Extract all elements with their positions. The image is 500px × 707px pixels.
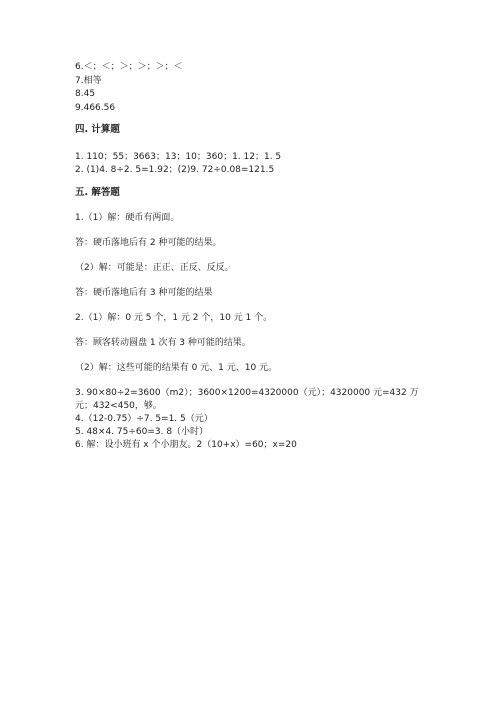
- answer-line-9: 9.466.56: [75, 103, 116, 113]
- solution-line: （2）解：这些可能的结果有 0 元、1 元、10 元。: [75, 363, 278, 373]
- section-5-heading: 五. 解答题: [75, 187, 120, 198]
- calc-line-2: 2. (1)4. 8÷2. 5=1.92；(2)9. 72÷0.08=121.5: [75, 165, 275, 175]
- solution-line: 元；432<450，够。: [75, 401, 162, 411]
- solution-line: 3. 90×80÷2=3600（m2）；3600×1200=4320000（元）；4320000 元=432 万: [75, 388, 419, 398]
- solution-line: 5. 48×4. 75÷60=3. 8（小时）: [75, 427, 209, 437]
- answer-line-8: 8.45: [75, 89, 96, 99]
- solution-line: 2.（1）解：0 元 5 个，1 元 2 个，10 元 1 个。: [75, 313, 273, 323]
- answer-line-7: 7.相等: [75, 76, 102, 86]
- solution-line: 答：顾客转动圆盘 1 次有 3 种可能的结果。: [75, 338, 251, 348]
- solution-line: 6. 解：设小班有 x 个小朋友。2（10+x）=60；x=20: [75, 440, 297, 450]
- solution-line: 1.（1）解：硬币有两面。: [75, 213, 180, 223]
- solution-line: （2）解：可能是：正正、正反、反反。: [75, 263, 234, 273]
- solution-line: 答：硬币落地后有 3 种可能的结果: [75, 288, 213, 298]
- solution-line: 答：硬币落地后有 2 种可能的结果。: [75, 238, 222, 248]
- answer-line-6: 6.＜；＜；＞；＞；＞；＜: [75, 62, 183, 72]
- solution-line: 4.（12-0.75）÷7. 5=1. 5（元）: [75, 414, 213, 424]
- calc-line-1: 1. 110；55；3663；13；10；360；1. 12；1. 5: [75, 152, 282, 162]
- section-4-heading: 四. 计算题: [75, 124, 120, 135]
